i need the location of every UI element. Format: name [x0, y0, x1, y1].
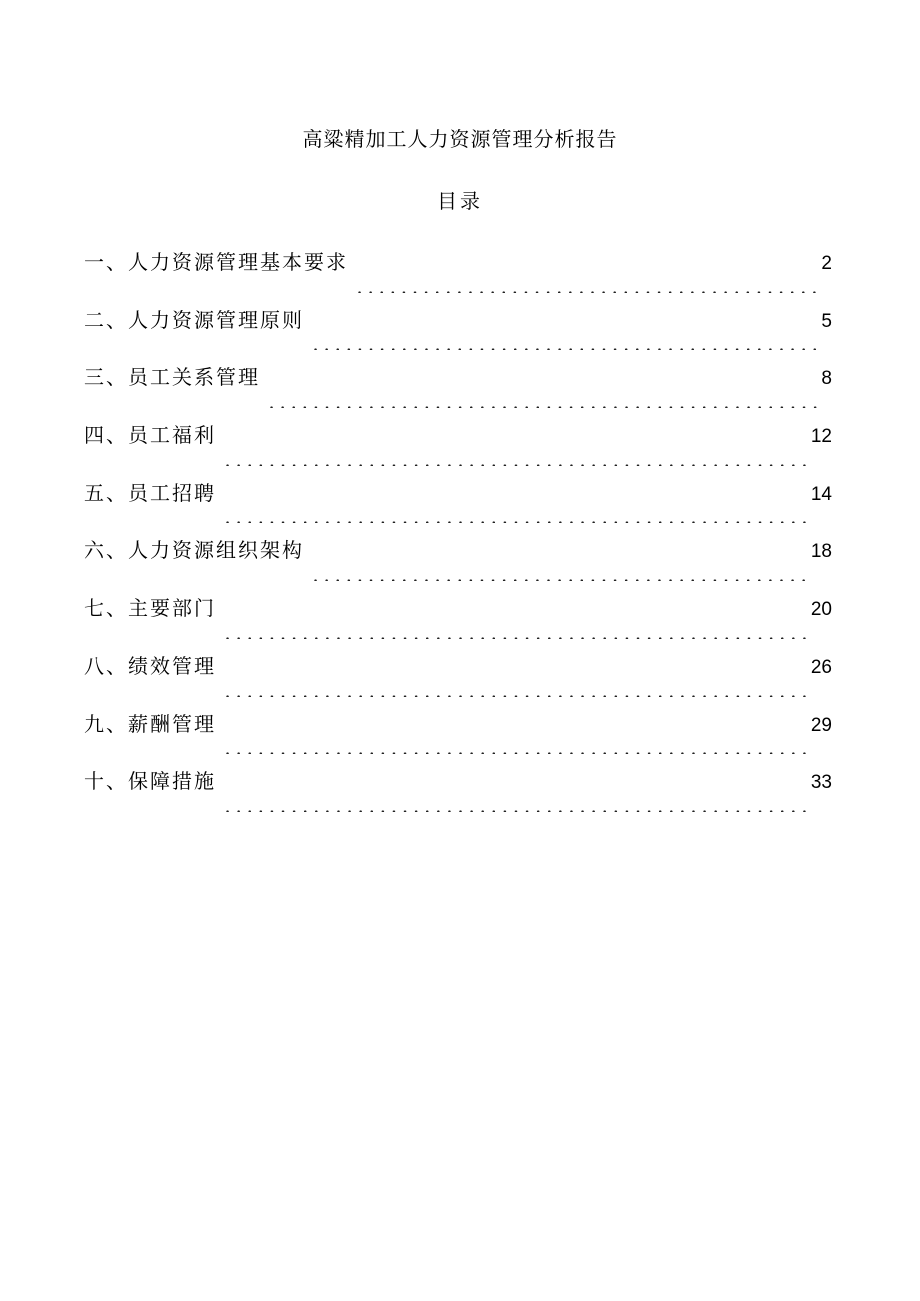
toc-dot-leader — [220, 521, 807, 523]
toc-dot-leader — [220, 752, 807, 754]
toc-entry-page: 33 — [810, 772, 832, 794]
toc-entry[interactable] — [84, 305, 832, 363]
toc-entry-label: 六、人力资源组织架构 — [84, 538, 304, 563]
toc-dot-leader — [220, 637, 807, 639]
toc-entry[interactable] — [84, 535, 832, 593]
toc-entry-page: 18 — [810, 541, 832, 563]
toc-entry[interactable] — [84, 247, 832, 305]
toc-entry-label: 九、薪酬管理 — [84, 711, 216, 736]
toc-entry[interactable] — [84, 593, 832, 651]
toc-entry-label: 八、绩效管理 — [84, 653, 216, 678]
toc-entry[interactable] — [84, 362, 832, 420]
toc-heading: 目录 — [437, 189, 483, 213]
toc-entry-page: 14 — [810, 483, 832, 505]
toc-entry-label: 四、员工福利 — [84, 423, 216, 448]
toc-entry[interactable] — [84, 478, 832, 536]
toc-entry-label: 十、保障措施 — [84, 769, 216, 794]
toc-entry-label: 二、人力资源管理原则 — [84, 307, 304, 332]
toc-entry-label: 五、员工招聘 — [84, 480, 216, 505]
toc-dot-leader — [220, 464, 807, 466]
toc-entry[interactable] — [84, 709, 832, 767]
toc-entry-page: 5 — [821, 310, 832, 332]
toc-entry[interactable] — [84, 420, 832, 478]
toc-entry-label: 三、员工关系管理 — [84, 365, 260, 390]
toc-dot-leader — [220, 695, 807, 697]
toc-entry-label: 七、主要部门 — [84, 596, 216, 621]
toc-dot-leader — [308, 348, 817, 350]
toc-entry-page: 12 — [810, 426, 832, 448]
toc-entry-page: 20 — [810, 599, 832, 621]
document-title: 高粱精加工人力资源管理分析报告 — [302, 127, 618, 151]
toc-entry-page: 8 — [821, 368, 832, 390]
toc-dot-leader — [264, 406, 817, 408]
toc-dot-leader — [352, 291, 817, 293]
toc-entry[interactable] — [84, 651, 832, 709]
toc-entry[interactable] — [84, 766, 832, 824]
toc-entry-page: 26 — [810, 656, 832, 678]
toc-entry-label: 一、人力资源管理基本要求 — [84, 250, 348, 274]
toc-dot-leader — [308, 579, 807, 581]
table-of-contents — [84, 247, 832, 824]
toc-entry-page: 29 — [810, 714, 832, 736]
toc-entry-page: 2 — [821, 253, 832, 274]
toc-dot-leader — [220, 810, 807, 812]
